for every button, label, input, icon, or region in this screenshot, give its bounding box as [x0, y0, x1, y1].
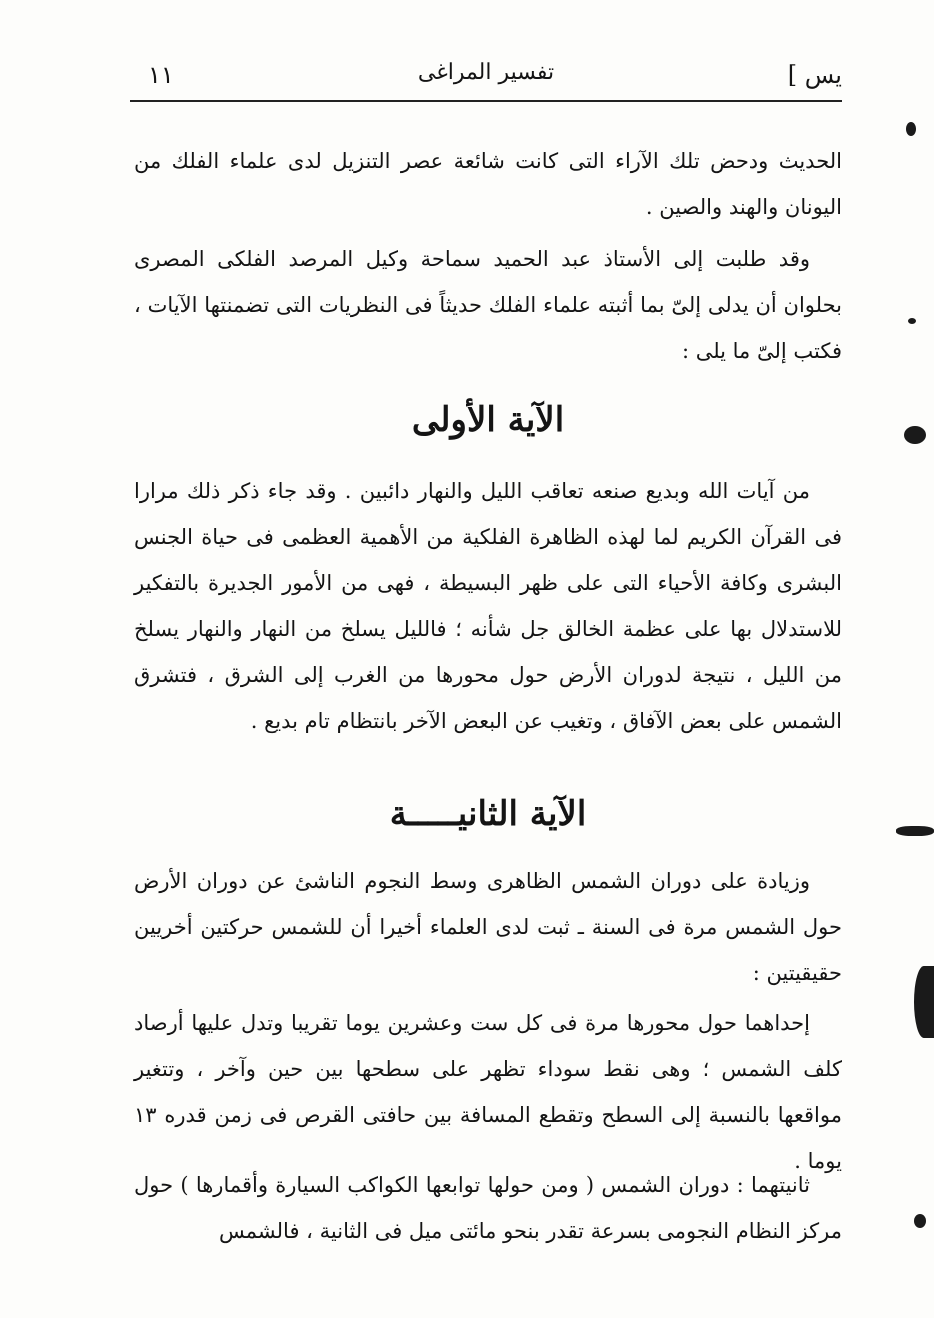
page-number: ١١ — [148, 61, 174, 89]
scan-speck — [908, 318, 916, 324]
heading-first-verse: الآية الأولى — [411, 400, 565, 440]
scan-speck — [896, 826, 934, 836]
paragraph-2: وقد طلبت إلى الأستاذ عبد الحميد سماحة وكيل المرصد الفلكى المصرى بحلوان أن يدلى إلىّ بما أثبته علماء الفلك حديثاً فى النظريات التى تضمنتها الآيات ، فكتب إلىّ ما يلى : — [134, 247, 842, 363]
paragraph-4: وزيادة على دوران الشمس الظاهرى وسط النجوم الناشئ عن دوران الأرض حول الشمس مرة فى السنة ـ ثبت لدى العلماء أخيرا أن للشمس حركتين أخريين حقيقيتين : — [134, 869, 842, 985]
scan-speck — [906, 122, 916, 136]
paragraph-5: إحداهما حول محورها مرة فى كل ست وعشرين يوما تقريبا وتدل عليها أرصاد كلف الشمس ؛ وهى نقط سوداء تظهر على سطحها بين حين وآخر ، وتتغير مواقعها بالنسبة إلى السطح وتقطع المسافة بين حافتى القرص فى زمن قدره ١٣ يوما . — [134, 1011, 842, 1173]
page-header — [130, 52, 842, 98]
heading-second-verse: الآية الثانيـــــة — [389, 794, 587, 834]
paragraph-1: الحديث ودحض تلك الآراء التى كانت شائعة عصر التنزيل لدى علماء الفلك من اليونان والهند والصين . — [134, 149, 842, 219]
surah-label: يس ] — [787, 61, 842, 89]
scan-speck — [914, 1214, 926, 1228]
paragraph-3: من آيات الله وبديع صنعه تعاقب الليل والنهار دائبين . وقد جاء ذكر ذلك مرارا فى القرآن الكريم لما لهذه الظاهرة الفلكية من الأهمية العظمى فى حياة الجنس البشرى وكافة الأحياء التى على ظهر البسيطة ، فهى من الأمور الجديرة بالتفكير للاستدلال بها على عظمة الخالق جل شأنه ؛ فالليل يسلخ من النهار والنهار يسلخ من الليل ، نتيجة لدوران الأرض حول محورها من الغرب إلى الشرق ، فتشرق الشمس على بعض الآفاق ، وتغيب عن البعض الآخر بانتظام تام بديع . — [134, 479, 842, 733]
book-title: تفسير المراغى — [417, 60, 555, 85]
scan-speck — [904, 426, 926, 444]
header-rule — [130, 100, 842, 102]
paragraph-6: ثانيتهما : دوران الشمس ( ومن حولها توابعها الكواكب السيارة وأقمارها ) حول مركز النظام النجومى بسرعة تقدر بنحو مائتى ميل فى الثانية ، فالشمس — [134, 1173, 842, 1243]
scan-speck — [914, 966, 934, 1038]
